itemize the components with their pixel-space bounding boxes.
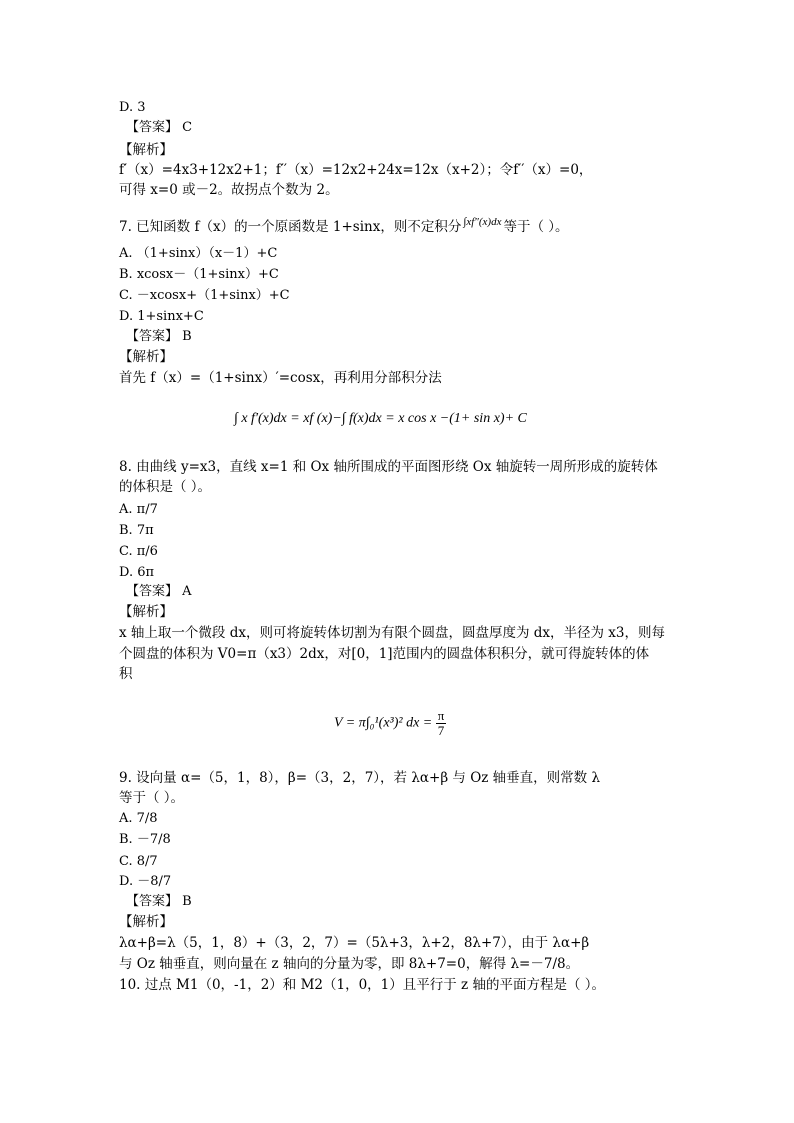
analysis-text: 积 xyxy=(119,666,133,682)
option-c: C. π/6 xyxy=(119,544,158,559)
analysis-text: λα+β=λ（5，1，8）+（3，2，7）=（5λ+3，λ+2，8λ+7），由于 λα+β xyxy=(119,935,590,951)
analysis-text: 可得 x=0 或－2。故拐点个数为 2。 xyxy=(119,182,339,198)
inline-integral: ∫xf″(x)dx xyxy=(463,216,502,228)
answer-label: 【答案】 C xyxy=(126,120,193,135)
question-text: 7. 已知函数 f（x）的一个原函数是 1+sinx，则不定积分 xyxy=(119,219,462,235)
option-a: A. （1+sinx）（x－1）+C xyxy=(119,246,278,261)
option-c: C. －xcosx+（1+sinx）+C xyxy=(119,288,290,303)
option-b: B. xcosx－（1+sinx）+C xyxy=(119,267,279,282)
analysis-text: 与 Oz 轴垂直，则向量在 z 轴向的分量为零，即 8λ+7=0，解得 λ=－7/8。 xyxy=(119,956,580,972)
option-d-q6: D. 3 xyxy=(119,100,146,115)
question-8: 8. 由曲线 y=x3，直线 x=1 和 Ox 轴所围成的平面图形绕 Ox 轴旋转一周所形成的旋转体 xyxy=(119,459,658,475)
answer-label: 【答案】 B xyxy=(126,329,192,344)
question-text: 的体积是（ ）。 xyxy=(119,479,212,495)
option-d: D. 1+sinx+C xyxy=(119,309,204,324)
option-a: A. π/7 xyxy=(119,502,158,517)
option-a: A. 7/8 xyxy=(119,811,158,826)
analysis-text: x 轴上取一个微段 dx，则可将旋转体切割为有限个圆盘，圆盘厚度为 dx，半径为 x3，则每 xyxy=(119,625,665,641)
question-text: 等于（ ）。 xyxy=(119,790,185,806)
option-d: D. －8/7 xyxy=(119,874,172,889)
analysis-label: 【解析】 xyxy=(119,604,173,620)
analysis-label: 【解析】 xyxy=(119,914,173,930)
analysis-label: 【解析】 xyxy=(119,349,173,365)
analysis-text: f′（x）=4x3+12x2+1；f′′（x）=12x2+24x=12x（x+2）；令f′′（x）=0， xyxy=(119,162,593,178)
analysis-text: 首先 f（x）=（1+sinx）′=cosx，再利用分部积分法 xyxy=(119,370,442,386)
question-9: 9. 设向量 α=（5，1，8），β=（3，2，7），若 λα+β 与 Oz 轴垂直，则常数 λ xyxy=(119,770,601,786)
volume-formula xyxy=(334,709,446,738)
question-7 xyxy=(119,218,569,237)
formula-left: V = π∫₀¹(x³)² dx = xyxy=(334,715,433,731)
fraction xyxy=(436,709,447,738)
question-10: 10. 过点 M1（0，-1，2）和 M2（1，0，1）且平行于 z 轴的平面方程是（ ）。 xyxy=(119,977,605,993)
option-d: D. 6π xyxy=(119,565,155,580)
option-b: B. 7π xyxy=(119,523,154,538)
question-text: 等于（ ）。 xyxy=(503,219,569,235)
analysis-label: 【解析】 xyxy=(119,142,173,158)
answer-label: 【答案】 A xyxy=(126,584,192,599)
option-b: B. －7/8 xyxy=(119,832,171,847)
answer-label: 【答案】 B xyxy=(126,894,192,909)
option-c: C. 8/7 xyxy=(119,854,158,869)
fraction-numerator: π xyxy=(437,708,445,723)
integration-formula: ∫ x f′(x)dx = xf (x)−∫ f(x)dx = x cos x −(1+ sin x)+ C xyxy=(234,411,527,426)
analysis-text: 个圆盘的体积为 V0=π（x3）2dx，对[0，1]范围内的圆盘体积积分，就可得旋转体的体 xyxy=(119,646,650,662)
fraction-denominator: 7 xyxy=(437,723,445,738)
